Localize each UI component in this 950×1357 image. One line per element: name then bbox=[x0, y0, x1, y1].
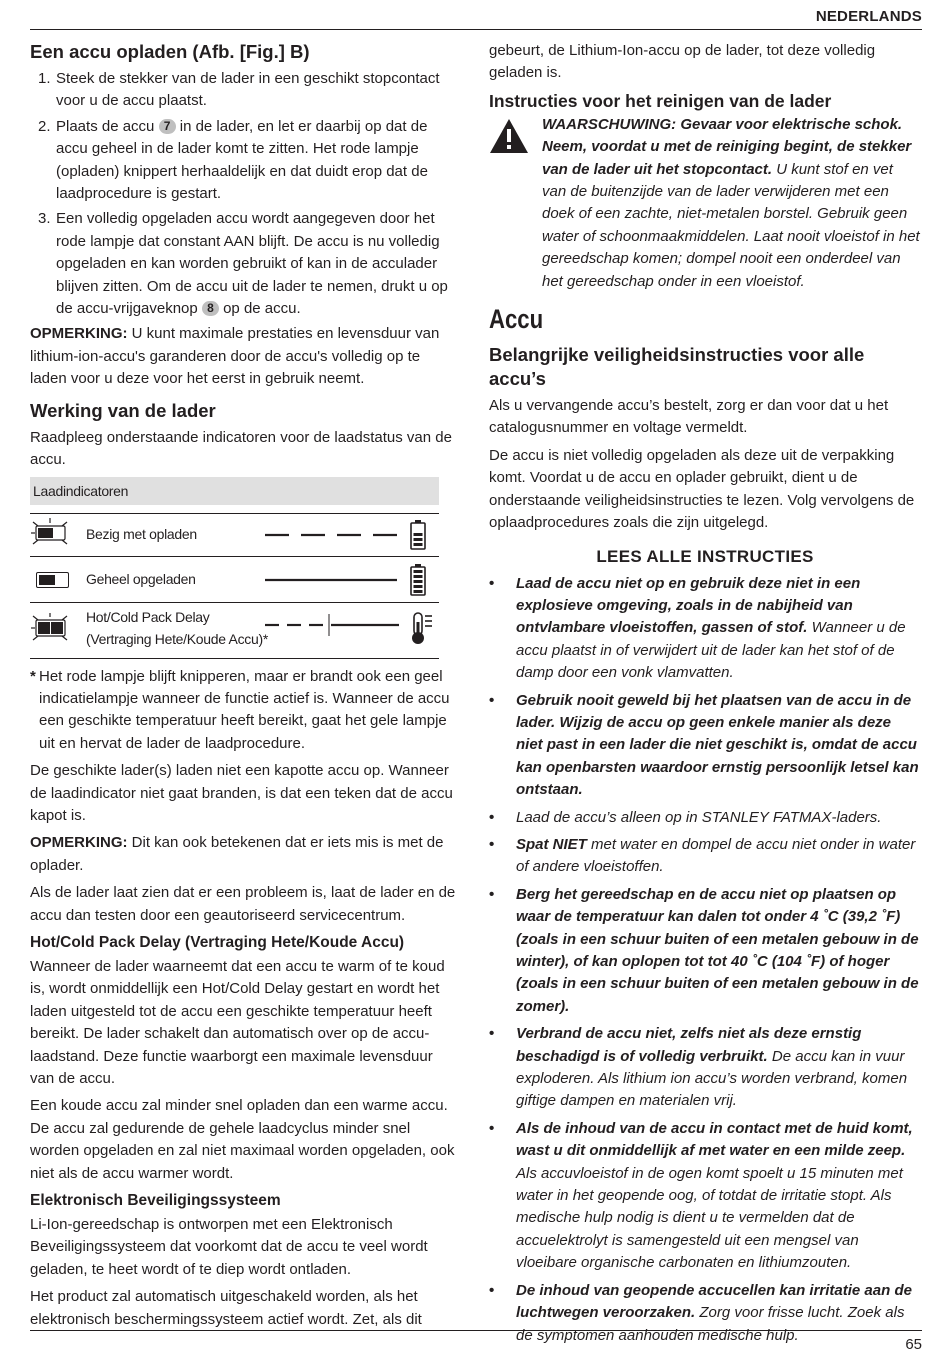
heading-charge-battery: Een accu opladen (Afb. [Fig.] B) bbox=[30, 41, 310, 62]
list-item: 1. Steek de stekker van de lader in een geschikt stopcontact voor u de accu plaatst. bbox=[38, 70, 440, 110]
footnote: * Het rode lampje blijft knipperen, maar er brandt ook een geel indicatielampje wanneer de functie actief is. Wanneer de accu een geschikte temperatuur heeft bereikt, gaat het gele lampje uit en hervat de lader de laadprocedure. bbox=[30, 667, 450, 752]
battery-charging-icon bbox=[410, 520, 426, 550]
safety-bullet-list bbox=[489, 573, 921, 1347]
list-item: • Laad de accu’s alleen op in STANLEY FATMAX-laders. bbox=[489, 808, 882, 826]
paragraph: gebeurt, de Lithium-Ion-accu op de lader, tot deze volledig geladen is. bbox=[489, 42, 876, 82]
callout-8-badge: 8 bbox=[202, 301, 219, 316]
page-number: 65 bbox=[905, 1336, 922, 1353]
language-label: NEDERLANDS bbox=[815, 8, 922, 25]
list-item: 3. Een volledig opgeladen accu wordt aangegeven door het rode lampje dat constant AAN blijft. De accu is nu volledig opgeladen en kan worden gebruikt of kan in de acculader blijven zitten. Om de accu uit de lader te nemen, drukt u op de accu-vrijgaveknop 8 op de accu. bbox=[38, 210, 448, 318]
paragraph: Wanneer de lader waarneemt dat een accu te warm of te koud is, wordt onmiddellijk een Hot/Cold Delay gestart en wordt het laden uitgesteld tot de accu een geschikte temperatuur heeft bereikt. De lader schakelt dan automatisch over op de accu-laadstand. Deze functie waarborgt een maximale levensduur van de accu. bbox=[30, 957, 445, 1087]
note-paragraph: OPMERKING: Dit kan ook betekenen dat er iets mis is met de oplader. bbox=[30, 834, 444, 874]
page-header bbox=[30, 8, 922, 30]
paragraph: Li-Ion-gereedschap is ontworpen met een Elektronisch Beveiligingssysteem dat voorkomt dat de accu te veel wordt geladen, te heet wordt of te diep wordt ontladen. bbox=[30, 1216, 428, 1278]
list-item: • Als de inhoud van de accu in contact met de huid komt, wast u dit onmiddellijk af met water en een milde zeep. Als accuvloeistof in de ogen komt spoelt u 15 minuten met water in het geopende oog, of totdat de irritatie stopt. Als medische hulp nodig is dient u te vermelden dat de accuelektrolyt is samengesteld uit een mengsel van vloeibare organische carbonaten en lithiumzouten. bbox=[489, 1119, 913, 1272]
warning-block: WAARSCHUWING: Gevaar voor elektrische schok. Neem, voordat u met de reiniging begint, de stekker van de lader uit het stopcontact. U kunt stof en vet van de buitenzijde van de lader verwijderen met een doek of een zachte, niet-metalen borstel. Gebruik geen water of schoonmaakmiddelen. Laat nooit vloeistof in het gereedschap komen; dompel nooit een onderdeel van het gereedschap onder in een vloeistof. bbox=[489, 114, 921, 293]
list-item: • Berg het gereedschap en de accu niet op plaatsen op waar de temperatuur kan dalen tot onder 4 ˚C (39,2 ˚F) (zoals in een schuur buiten of een metalen gebouw in de winter), of kan oplopen tot tot 40 ˚C (104 ˚F) of hoger (zoals in een schuur buiten of een metalen gebouw in de zomer). bbox=[489, 885, 919, 1015]
warning-triangle-icon bbox=[489, 118, 529, 154]
callout-7-badge: 7 bbox=[159, 119, 176, 134]
heading-charger-operation: Werking van de lader bbox=[30, 399, 216, 421]
paragraph: Raadpleeg onderstaande indicatoren voor de laadstatus van de accu. bbox=[30, 428, 452, 469]
indicator-label: Bezig met opladen bbox=[86, 525, 197, 542]
list-item: • De inhoud van geopende accucellen kan irritatie aan de luchtwegen veroorzaken. Zorg voor frisse lucht. Zoek als de symptomen aanhouden medische hulp. bbox=[489, 1281, 912, 1344]
footer-divider bbox=[30, 1330, 922, 1331]
indicator-label-translation: (Vertraging Hete/Koude Accu)* bbox=[86, 630, 268, 647]
led-blinking-icon bbox=[30, 517, 74, 547]
note-paragraph: OPMERKING: U kunt maximale prestaties en levensduur van lithium-ion-accu's garanderen door de accu's volledig op te laden voor u deze voor het eerst in gebruik neemt. bbox=[30, 325, 440, 388]
paragraph: De geschikte lader(s) laden niet een kapotte accu op. Wanneer de laadindicator niet gaat branden, is dat een teken dat de accu kapot is. bbox=[30, 762, 453, 824]
indicator-label: Geheel opgeladen bbox=[86, 570, 196, 587]
paragraph: De accu is niet volledig opgeladen als deze uit de verpakking komt. Voordat u de accu en oplader gebruikt, dient u de onderstaande veiligheidsinstructies te lezen. Volg vervolgens de oplaadprocedures zoals die zijn uitgelegd. bbox=[489, 446, 915, 532]
thermometer-icon bbox=[410, 612, 434, 646]
right-column bbox=[489, 40, 921, 1352]
charge-steps-list bbox=[30, 68, 460, 320]
list-item: • Spat NIET met water en dompel de accu niet onder in water of andere vloeistoffen. bbox=[489, 835, 916, 876]
table-row bbox=[30, 557, 439, 603]
charge-indicator-table bbox=[30, 477, 439, 659]
table-row bbox=[30, 603, 439, 659]
heading-read-all-instructions: LEES ALLE INSTRUCTIES bbox=[596, 546, 814, 566]
battery-full-icon bbox=[410, 564, 426, 596]
heading-accu: Accu bbox=[489, 304, 544, 335]
led-solid-icon bbox=[36, 572, 69, 588]
paragraph: Als u vervangende accu’s bestelt, zorg er dan voor dat u het catalogusnummer en voltage vermeldt. bbox=[489, 397, 889, 437]
list-item: • Gebruik nooit geweld bij het plaatsen van de accu in de lader. Wijzig de accu op geen enkele manier als deze niet past in een lader die niet geschikt is, omdat de accu kan openbarsten waardoor ernstig persoonlijk letsel kan ontstaan. bbox=[489, 691, 919, 799]
table-row bbox=[30, 513, 439, 557]
heading-safety-instructions: Belangrijke veiligheidsinstructies voor alle accu’s bbox=[489, 344, 865, 390]
solid-line-icon bbox=[263, 578, 399, 582]
blinking-dash-icon bbox=[263, 533, 399, 537]
heading-cleaning-instructions: Instructies voor het reinigen van de lader bbox=[489, 90, 832, 111]
indicator-label: Hot/Cold Pack Delay bbox=[86, 608, 210, 625]
paragraph: Als de lader laat zien dat er een probleem is, laat de lader en de accu dan testen door een geautoriseerd servicecentrum. bbox=[30, 884, 456, 924]
delay-pattern-icon bbox=[263, 613, 403, 637]
left-column bbox=[30, 40, 460, 1336]
table-header: Laadindicatoren bbox=[30, 477, 439, 505]
list-item: • Verbrand de accu niet, zelfs niet als deze ernstig beschadigd is of volledig verbruikt. De accu kan in vuur exploderen. Als lithium ion accu’s worden verbrand, komen giftige dampen en materialen vrij. bbox=[489, 1025, 908, 1110]
list-item: 2. Plaats de accu 7 in de lader, en let er daarbij op dat de accu geheel in de lader komt te zitten. Het rode lampje (opladen) knippert herhaaldelijk en dat duidt erop dat de laadprocedure is gestart. bbox=[38, 117, 428, 203]
paragraph: Het product zal automatisch uitgeschakeld worden, als het elektronisch beschermingssysteem actief wordt. Zet, als dit bbox=[30, 1288, 422, 1328]
list-item: • Laad de accu niet op en gebruik deze niet in een explosieve omgeving, zoals in de nabijheid van ontvlambare vloeistoffen, gassen of stof. Wanneer u de accu plaatst in of verwijdert uit de lader kan het stof of de damp door een vonk vlamvatten. bbox=[489, 574, 906, 682]
heading-electronic-protection: Elektronisch Beveiligingssysteem bbox=[30, 1192, 281, 1210]
heading-hot-cold-delay: Hot/Cold Pack Delay (Vertraging Hete/Koude Accu) bbox=[30, 933, 405, 951]
led-dual-blinking-icon bbox=[30, 613, 74, 643]
paragraph: Een koude accu zal minder snel opladen dan een warme accu. De accu zal gedurende de gehele laadcyclus minder snel worden opgeladen en zal niet maximaal worden opgeladen, ook niet als de accu warmer wordt. bbox=[30, 1097, 455, 1182]
